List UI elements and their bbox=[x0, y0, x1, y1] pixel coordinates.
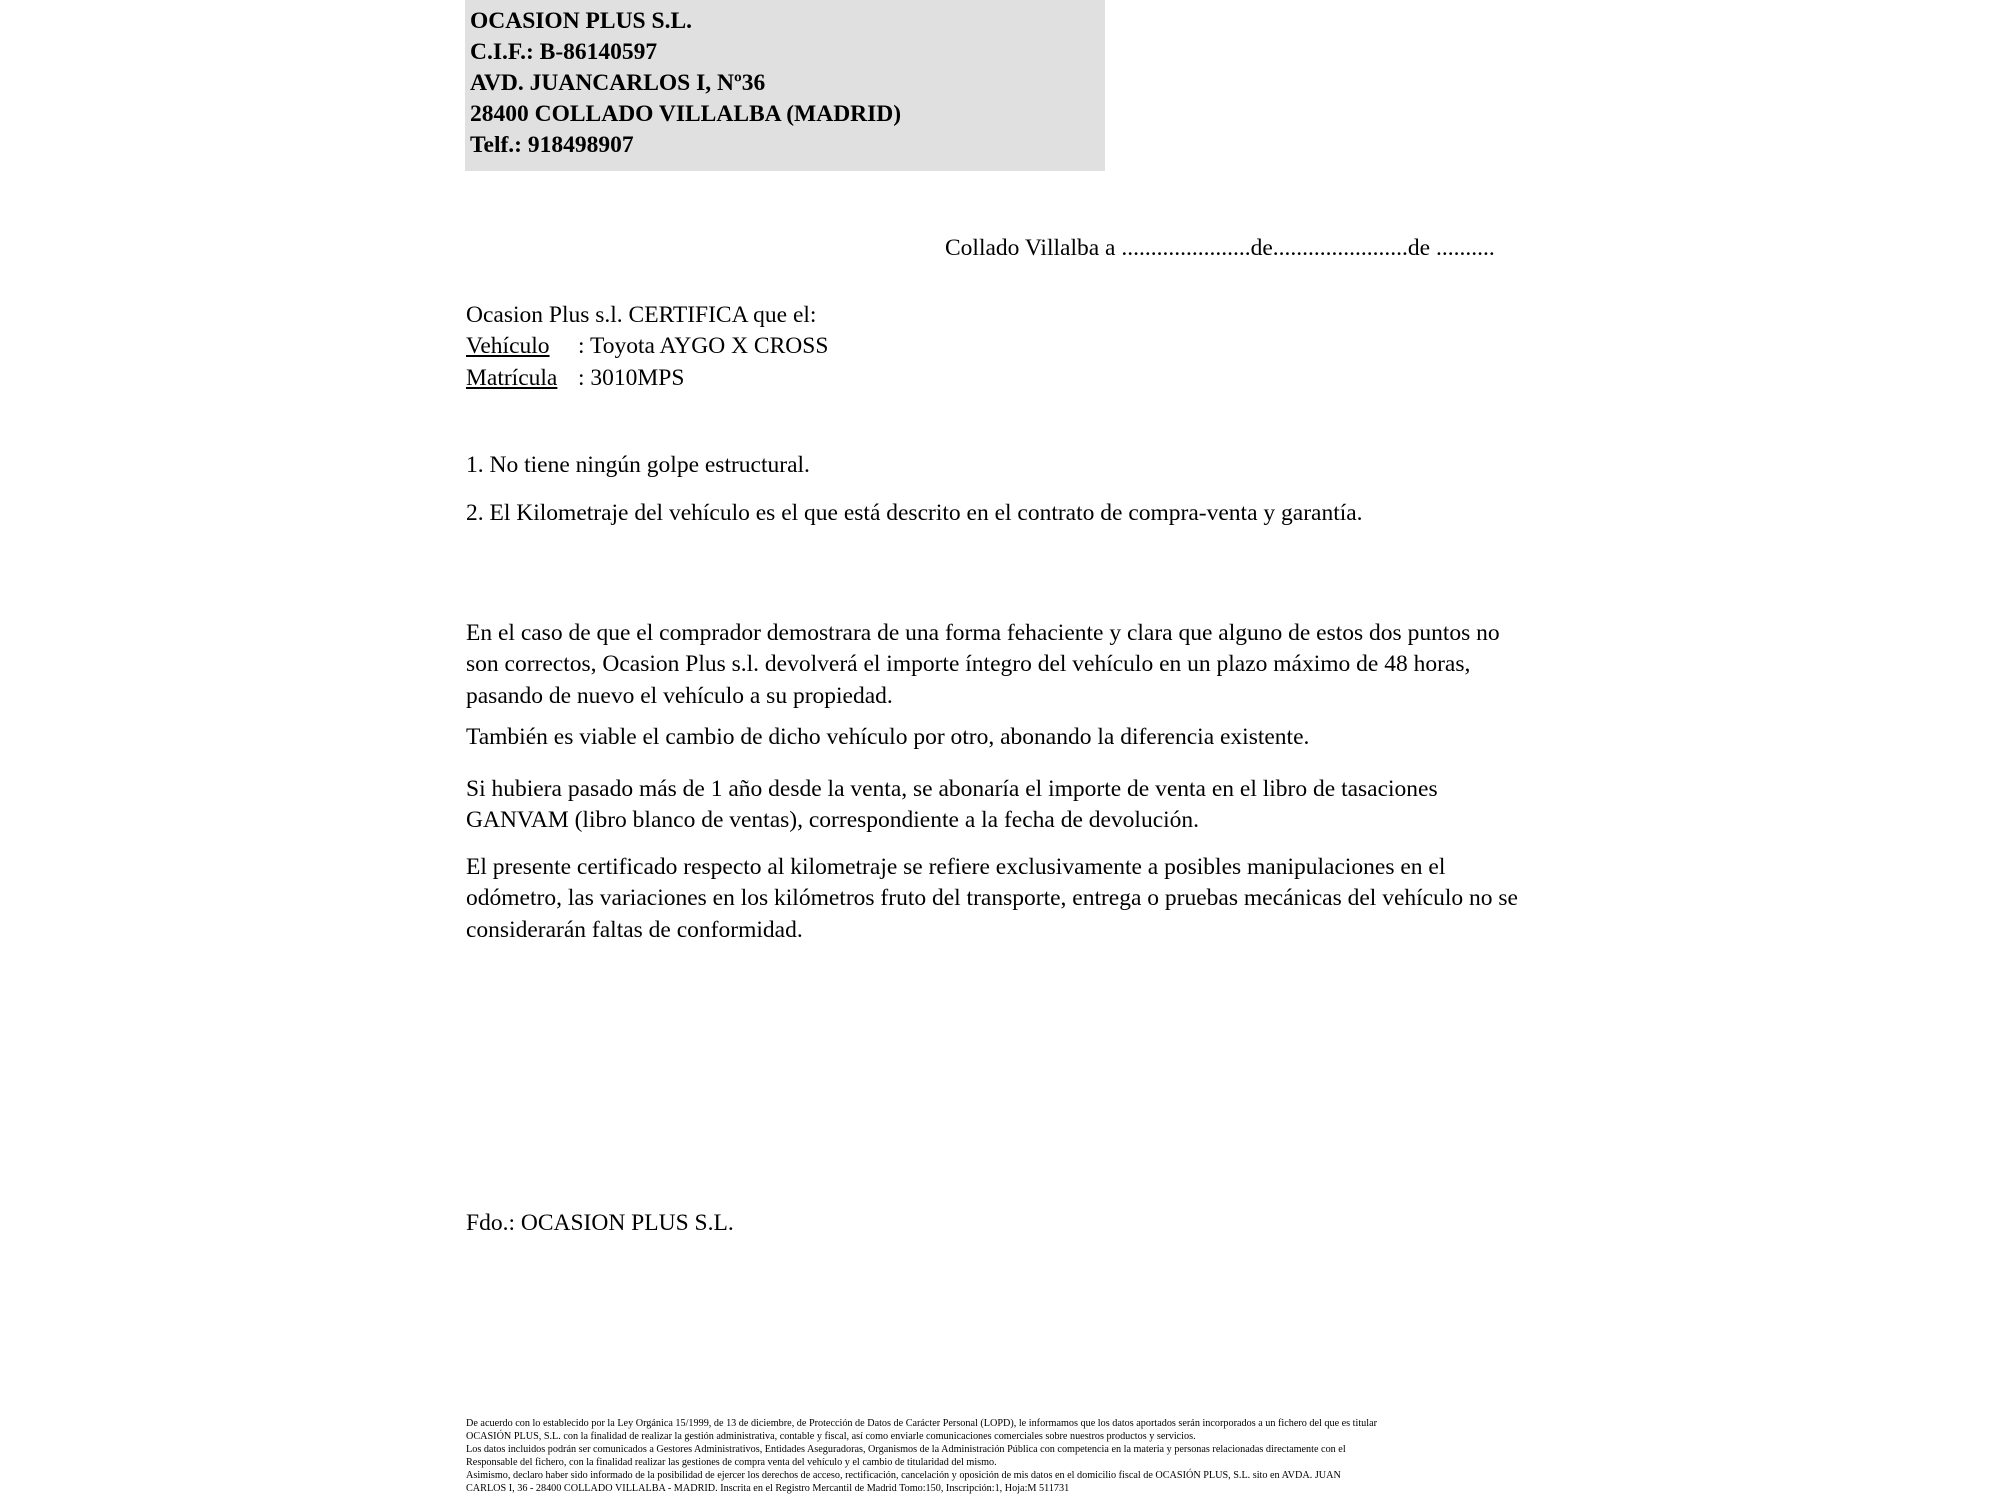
vehicle-row bbox=[466, 331, 828, 362]
lopd-line-6: CARLOS I, 36 - 28400 COLLADO VILLALBA - MADRID. Inscrita en el Registro Mercantil de Madrid Tomo:150, Inscripción:1, Hoja:M 511731 bbox=[466, 1483, 1070, 1495]
date-line: Collado Villalba a ......................de.......................de .......... bbox=[945, 235, 1495, 261]
vehicle-value: : Toyota AYGO X CROSS bbox=[578, 333, 829, 360]
company-name: OCASION PLUS S.L. bbox=[470, 8, 692, 34]
vehicle-label: Vehículo bbox=[466, 333, 550, 360]
company-cif: C.I.F.: B-86140597 bbox=[470, 39, 658, 66]
plate-value: : 3010MPS bbox=[578, 364, 685, 391]
point-2: 2. El Kilometraje del vehículo es el que está descrito en el contrato de compra-venta y garantía. bbox=[466, 500, 1363, 526]
plate-label: Matrícula bbox=[466, 364, 558, 391]
paragraph-refund-terms: En el caso de que el comprador demostrara de una forma fehaciente y clara que alguno de estos dos puntos no son correctos, Ocasion Plus s.l. devolverá el importe íntegro del vehículo en un plazo máximo de 48 horas, pasando de nuevo el vehículo a su propiedad. bbox=[466, 620, 1500, 709]
lopd-footer bbox=[466, 1417, 1556, 1495]
lopd-line-4: Responsable del fichero, con la finalidad realizar las gestiones de compra venta del vehículo y el cambio de titularidad del mismo. bbox=[466, 1457, 997, 1469]
certification-intro: Ocasion Plus s.l. CERTIFICA que el: bbox=[466, 302, 817, 328]
company-phone: Telf.: 918498907 bbox=[470, 132, 634, 159]
certification-block bbox=[466, 300, 828, 394]
company-address: AVD. JUANCARLOS I, Nº36 bbox=[470, 70, 766, 97]
plate-row bbox=[466, 363, 828, 394]
letterhead-block bbox=[465, 0, 1105, 171]
point-1: 1. No tiene ningún golpe estructural. bbox=[466, 452, 810, 478]
signature-line: Fdo.: OCASION PLUS S.L. bbox=[466, 1210, 734, 1236]
paragraph-exchange-option: También es viable el cambio de dicho vehículo por otro, abonando la diferencia existente. bbox=[466, 724, 1310, 750]
company-city: 28400 COLLADO VILLALBA (MADRID) bbox=[470, 101, 902, 128]
lopd-line-2: OCASIÓN PLUS, S.L. con la finalidad de realizar la gestión administrativa, contable y fiscal, así como enviarle comunicaciones comerciales sobre nuestros productos y servicios. bbox=[466, 1431, 1196, 1443]
paragraph-odometer-scope: El presente certificado respecto al kilometraje se refiere exclusivamente a posibles manipulaciones en el odómetro, las variaciones en los kilómetros fruto del transporte, entrega o pruebas mecánicas del vehículo no se considerarán faltas de conformidad. bbox=[466, 854, 1518, 943]
paragraph-ganvam-valuation: Si hubiera pasado más de 1 año desde la venta, se abonaría el importe de venta en el libro de tasaciones GANVAM (libro blanco de ventas), correspondiente a la fecha de devolución. bbox=[466, 776, 1438, 834]
lopd-line-3: Los datos incluidos podrán ser comunicados a Gestores Administrativos, Entidades Aseguradoras, Organismos de la Administración Pública con competencia en la materia y personas relacionadas directamente con el bbox=[466, 1444, 1346, 1456]
lopd-line-5: Asimismo, declaro haber sido informado de la posibilidad de ejercer los derechos de acceso, rectificación, cancelación y oposición de mis datos en el domicilio fiscal de OCASIÓN PLUS, S.L. sito en AVDA. JUAN bbox=[466, 1470, 1341, 1482]
lopd-line-1: De acuerdo con lo establecido por la Ley Orgánica 15/1999, de 13 de diciembre, de Protección de Datos de Carácter Personal (LOPD), le informamos que los datos aportados serán incorporados a un fichero del que es titular bbox=[466, 1418, 1378, 1429]
